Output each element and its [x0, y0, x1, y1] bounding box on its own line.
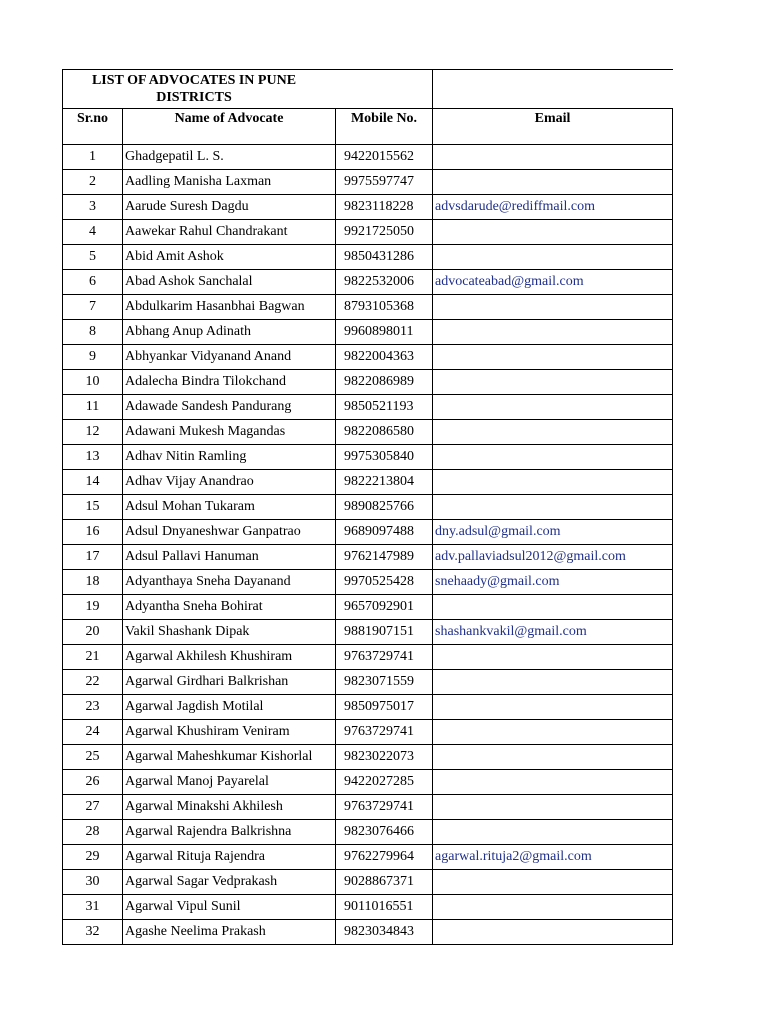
row-email-cell[interactable]: snehaady@gmail.com [433, 570, 673, 595]
table-row [63, 320, 673, 345]
row-email-cell [433, 220, 673, 245]
row-email-cell[interactable]: shashankvakil@gmail.com [433, 620, 673, 645]
row-email-cell [433, 720, 673, 745]
row-email-cell [433, 295, 673, 320]
row-srno-cell: 24 [63, 720, 123, 745]
table-row [63, 870, 673, 895]
row-name-cell: Agarwal Manoj Payarelal [123, 770, 336, 795]
row-srno-cell: 6 [63, 270, 123, 295]
row-email-cell[interactable]: dny.adsul@gmail.com [433, 520, 673, 545]
row-mobile-cell: 9970525428 [336, 570, 433, 595]
row-name-cell: Aadling Manisha Laxman [123, 170, 336, 195]
row-name-cell: Abhang Anup Adinath [123, 320, 336, 345]
row-email-cell[interactable]: advsdarude@rediffmail.com [433, 195, 673, 220]
table-row [63, 695, 673, 720]
table-row [63, 495, 673, 520]
column-header-mobile: Mobile No. [336, 109, 433, 145]
table-row [63, 895, 673, 920]
table-row [63, 745, 673, 770]
row-mobile-cell: 9028867371 [336, 870, 433, 895]
row-name-cell: Agarwal Girdhari Balkrishan [123, 670, 336, 695]
row-srno-cell: 31 [63, 895, 123, 920]
row-mobile-cell: 9422015562 [336, 145, 433, 170]
table-row [63, 295, 673, 320]
row-name-cell: Adhav Nitin Ramling [123, 445, 336, 470]
row-srno-cell: 17 [63, 545, 123, 570]
table-row [63, 270, 673, 295]
row-mobile-cell: 9960898011 [336, 320, 433, 345]
title-empty-cell [433, 70, 673, 109]
row-name-cell: Agarwal Khushiram Veniram [123, 720, 336, 745]
row-srno-cell: 10 [63, 370, 123, 395]
row-srno-cell: 14 [63, 470, 123, 495]
row-email-cell [433, 395, 673, 420]
row-mobile-cell: 9822004363 [336, 345, 433, 370]
row-srno-cell: 13 [63, 445, 123, 470]
table-row [63, 795, 673, 820]
row-email-cell [433, 145, 673, 170]
table-row [63, 545, 673, 570]
row-mobile-cell: 9762147989 [336, 545, 433, 570]
row-email-cell [433, 920, 673, 945]
row-name-cell: Vakil Shashank Dipak [123, 620, 336, 645]
row-srno-cell: 19 [63, 595, 123, 620]
table-row [63, 345, 673, 370]
row-name-cell: Adawade Sandesh Pandurang [123, 395, 336, 420]
row-name-cell: Adhav Vijay Anandrao [123, 470, 336, 495]
table-row [63, 845, 673, 870]
row-mobile-cell: 9823071559 [336, 670, 433, 695]
title-row [63, 70, 673, 109]
row-email-cell [433, 170, 673, 195]
row-mobile-cell: 9822086580 [336, 420, 433, 445]
row-mobile-cell: 9890825766 [336, 495, 433, 520]
row-email-cell[interactable]: advocateabad@gmail.com [433, 270, 673, 295]
row-email-cell [433, 820, 673, 845]
row-srno-cell: 21 [63, 645, 123, 670]
row-srno-cell: 16 [63, 520, 123, 545]
title-line-2: DISTRICTS [156, 90, 232, 105]
row-srno-cell: 1 [63, 145, 123, 170]
row-mobile-cell: 9823118228 [336, 195, 433, 220]
table-row [63, 220, 673, 245]
row-name-cell: Adawani Mukesh Magandas [123, 420, 336, 445]
row-mobile-cell: 9975597747 [336, 170, 433, 195]
table-row [63, 395, 673, 420]
row-mobile-cell: 9823034843 [336, 920, 433, 945]
row-mobile-cell: 9850521193 [336, 395, 433, 420]
document-title [69, 72, 319, 106]
row-srno-cell: 29 [63, 845, 123, 870]
row-mobile-cell: 9850431286 [336, 245, 433, 270]
row-email-cell [433, 670, 673, 695]
table-row [63, 445, 673, 470]
row-srno-cell: 32 [63, 920, 123, 945]
advocate-list-sheet [62, 69, 672, 945]
row-email-cell [433, 445, 673, 470]
title-cell [63, 70, 433, 109]
row-srno-cell: 22 [63, 670, 123, 695]
table-row [63, 645, 673, 670]
row-mobile-cell: 9763729741 [336, 645, 433, 670]
row-name-cell: Abid Amit Ashok [123, 245, 336, 270]
table-row [63, 820, 673, 845]
table-row [63, 145, 673, 170]
row-srno-cell: 26 [63, 770, 123, 795]
row-mobile-cell: 9763729741 [336, 795, 433, 820]
row-srno-cell: 12 [63, 420, 123, 445]
row-name-cell: Ghadgepatil L. S. [123, 145, 336, 170]
row-mobile-cell: 9823076466 [336, 820, 433, 845]
row-name-cell: Aarude Suresh Dagdu [123, 195, 336, 220]
row-mobile-cell: 9763729741 [336, 720, 433, 745]
table-row [63, 170, 673, 195]
row-srno-cell: 5 [63, 245, 123, 270]
row-mobile-cell: 9881907151 [336, 620, 433, 645]
column-header-srno: Sr.no [63, 109, 123, 145]
table-row [63, 595, 673, 620]
row-srno-cell: 25 [63, 745, 123, 770]
row-srno-cell: 9 [63, 345, 123, 370]
advocate-table [62, 69, 673, 945]
row-email-cell [433, 795, 673, 820]
table-row [63, 720, 673, 745]
row-mobile-cell: 9422027285 [336, 770, 433, 795]
row-email-cell [433, 895, 673, 920]
row-mobile-cell: 9822532006 [336, 270, 433, 295]
row-mobile-cell: 9762279964 [336, 845, 433, 870]
row-email-cell [433, 770, 673, 795]
row-mobile-cell: 9657092901 [336, 595, 433, 620]
title-line-1: LIST OF ADVOCATES IN PUNE [91, 73, 297, 88]
row-srno-cell: 7 [63, 295, 123, 320]
column-header-name: Name of Advocate [123, 109, 336, 145]
row-email-cell [433, 370, 673, 395]
row-name-cell: Agarwal Rajendra Balkrishna [123, 820, 336, 845]
row-name-cell: Agashe Neelima Prakash [123, 920, 336, 945]
row-email-cell [433, 245, 673, 270]
row-srno-cell: 27 [63, 795, 123, 820]
row-srno-cell: 15 [63, 495, 123, 520]
table-row [63, 670, 673, 695]
row-srno-cell: 2 [63, 170, 123, 195]
header-row [63, 109, 673, 145]
table-row [63, 245, 673, 270]
table-row [63, 195, 673, 220]
row-email-cell[interactable]: agarwal.rituja2@gmail.com [433, 845, 673, 870]
row-email-cell [433, 645, 673, 670]
row-name-cell: Agarwal Vipul Sunil [123, 895, 336, 920]
row-name-cell: Agarwal Sagar Vedprakash [123, 870, 336, 895]
row-name-cell: Agarwal Akhilesh Khushiram [123, 645, 336, 670]
row-email-cell [433, 320, 673, 345]
row-srno-cell: 20 [63, 620, 123, 645]
row-name-cell: Agarwal Maheshkumar Kishorlal [123, 745, 336, 770]
row-name-cell: Agarwal Jagdish Motilal [123, 695, 336, 720]
row-email-cell [433, 695, 673, 720]
row-email-cell [433, 870, 673, 895]
row-name-cell: Abad Ashok Sanchalal [123, 270, 336, 295]
row-email-cell [433, 745, 673, 770]
row-srno-cell: 11 [63, 395, 123, 420]
row-srno-cell: 18 [63, 570, 123, 595]
row-srno-cell: 3 [63, 195, 123, 220]
table-row [63, 520, 673, 545]
row-mobile-cell: 8793105368 [336, 295, 433, 320]
row-name-cell: Adalecha Bindra Tilokchand [123, 370, 336, 395]
table-row [63, 470, 673, 495]
row-srno-cell: 8 [63, 320, 123, 345]
row-name-cell: Adsul Mohan Tukaram [123, 495, 336, 520]
row-name-cell: Abhyankar Vidyanand Anand [123, 345, 336, 370]
row-mobile-cell: 9823022073 [336, 745, 433, 770]
table-row [63, 770, 673, 795]
row-name-cell: Adyantha Sneha Bohirat [123, 595, 336, 620]
row-mobile-cell: 9850975017 [336, 695, 433, 720]
table-row [63, 620, 673, 645]
row-email-cell [433, 345, 673, 370]
row-name-cell: Aawekar Rahul Chandrakant [123, 220, 336, 245]
row-email-cell [433, 420, 673, 445]
row-mobile-cell: 9822213804 [336, 470, 433, 495]
row-email-cell [433, 595, 673, 620]
table-row [63, 370, 673, 395]
table-row [63, 920, 673, 945]
row-name-cell: Adyanthaya Sneha Dayanand [123, 570, 336, 595]
row-email-cell [433, 495, 673, 520]
column-header-email: Email [433, 109, 673, 145]
row-srno-cell: 23 [63, 695, 123, 720]
row-srno-cell: 30 [63, 870, 123, 895]
row-mobile-cell: 9689097488 [336, 520, 433, 545]
row-name-cell: Adsul Pallavi Hanuman [123, 545, 336, 570]
row-email-cell [433, 470, 673, 495]
row-name-cell: Agarwal Rituja Rajendra [123, 845, 336, 870]
row-name-cell: Abdulkarim Hasanbhai Bagwan [123, 295, 336, 320]
table-row [63, 420, 673, 445]
row-srno-cell: 4 [63, 220, 123, 245]
table-row [63, 570, 673, 595]
row-mobile-cell: 9921725050 [336, 220, 433, 245]
row-name-cell: Adsul Dnyaneshwar Ganpatrao [123, 520, 336, 545]
row-email-cell[interactable]: adv.pallaviadsul2012@gmail.com [433, 545, 673, 570]
row-mobile-cell: 9822086989 [336, 370, 433, 395]
row-name-cell: Agarwal Minakshi Akhilesh [123, 795, 336, 820]
row-mobile-cell: 9975305840 [336, 445, 433, 470]
row-srno-cell: 28 [63, 820, 123, 845]
row-mobile-cell: 9011016551 [336, 895, 433, 920]
